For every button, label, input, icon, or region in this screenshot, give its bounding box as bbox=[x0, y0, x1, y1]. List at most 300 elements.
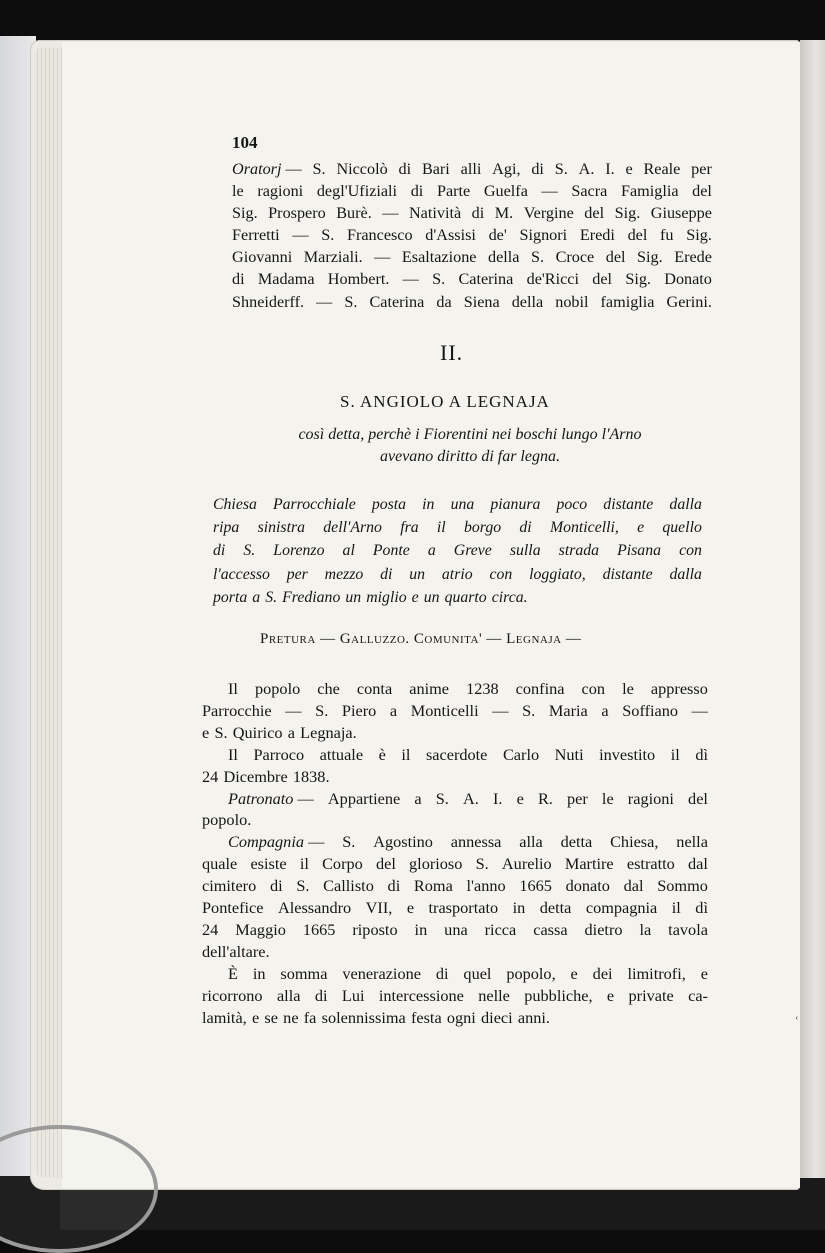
word: Bari bbox=[421, 160, 450, 178]
text-line bbox=[202, 809, 708, 831]
word: a bbox=[414, 788, 422, 808]
word: le bbox=[601, 788, 614, 808]
word: mezzo bbox=[324, 565, 364, 583]
word: Esaltazione bbox=[401, 248, 477, 267]
word: S. bbox=[321, 226, 335, 245]
word: in bbox=[414, 919, 428, 939]
word: limitrofi, bbox=[627, 963, 686, 983]
word: A. bbox=[463, 788, 479, 808]
word: quale bbox=[202, 854, 238, 874]
word: 24 bbox=[202, 919, 219, 939]
text-line bbox=[213, 516, 702, 539]
word: Roma bbox=[413, 876, 453, 896]
word: di bbox=[232, 270, 245, 289]
word: ogni bbox=[446, 1007, 476, 1027]
line-text bbox=[308, 831, 708, 853]
word: Lui bbox=[341, 985, 365, 1005]
word: il bbox=[401, 744, 411, 764]
word: Frediano bbox=[282, 588, 341, 606]
word: da bbox=[436, 292, 452, 311]
word: festa bbox=[410, 1007, 442, 1027]
word: Gerini. bbox=[666, 292, 712, 311]
word: che bbox=[317, 679, 340, 698]
word: A. bbox=[578, 160, 595, 178]
word: Parrocchiale bbox=[272, 496, 356, 513]
line-text bbox=[286, 158, 712, 180]
word: Giovanni bbox=[232, 248, 293, 267]
word: di bbox=[435, 963, 449, 983]
word: Famiglia bbox=[620, 182, 679, 201]
line-text bbox=[298, 788, 708, 810]
word: Sig. bbox=[686, 226, 712, 245]
word: Madama bbox=[257, 270, 315, 289]
epithet-line: avevano diritto di far legna. bbox=[380, 448, 560, 465]
word: S. bbox=[530, 248, 545, 267]
word: S. bbox=[522, 700, 536, 720]
word: e bbox=[411, 588, 419, 606]
word: la bbox=[639, 919, 652, 939]
background-sheet-right bbox=[800, 40, 825, 1190]
word: estratto bbox=[626, 854, 675, 874]
word: 1665 bbox=[302, 919, 336, 939]
word: 1838. bbox=[292, 766, 330, 786]
word: — bbox=[492, 700, 509, 720]
word: 1665 bbox=[519, 876, 552, 896]
word: sulla bbox=[509, 542, 541, 560]
word: Francesco bbox=[346, 226, 413, 245]
word: — bbox=[285, 160, 302, 178]
text-line bbox=[202, 788, 708, 810]
page-number: 104 bbox=[232, 133, 258, 152]
text-line bbox=[202, 700, 708, 722]
word: cassa bbox=[533, 919, 568, 939]
word: del bbox=[584, 204, 605, 223]
section-number: II. bbox=[440, 340, 464, 365]
word: quello bbox=[662, 519, 702, 537]
word: Giuseppe bbox=[650, 204, 712, 223]
section-title: S. ANGIOLO A LEGNAJA bbox=[340, 392, 550, 411]
word: e bbox=[625, 160, 633, 178]
text-line bbox=[202, 875, 708, 897]
word: del bbox=[592, 270, 613, 289]
word: S. bbox=[435, 788, 449, 808]
word: di bbox=[398, 160, 412, 178]
patronato-label: Patronato bbox=[228, 788, 294, 808]
word: e bbox=[251, 1007, 260, 1027]
word: distante bbox=[603, 496, 654, 513]
word: con bbox=[679, 542, 702, 560]
word: il bbox=[670, 744, 680, 764]
word: ripa bbox=[213, 519, 240, 537]
word: annessa bbox=[450, 832, 502, 852]
text-line bbox=[232, 180, 712, 202]
word: in bbox=[252, 963, 266, 983]
text-line bbox=[213, 563, 702, 586]
word: dal bbox=[623, 876, 644, 896]
word: con bbox=[581, 679, 606, 698]
word: — bbox=[402, 270, 419, 289]
word: di bbox=[531, 160, 544, 178]
word: quarto bbox=[444, 588, 487, 606]
word: Parroco bbox=[253, 744, 305, 764]
text-line bbox=[202, 919, 708, 941]
word: nelle bbox=[478, 985, 510, 1005]
word: Croce bbox=[555, 248, 595, 267]
word: miglio bbox=[366, 588, 407, 606]
word: le bbox=[232, 182, 244, 201]
word: glorioso bbox=[409, 854, 463, 874]
word: pubbliche, bbox=[524, 985, 593, 1005]
word: Burè. bbox=[336, 204, 372, 223]
word: al bbox=[342, 542, 355, 560]
word: Sacra bbox=[571, 182, 608, 201]
text-line bbox=[202, 941, 708, 963]
word: di bbox=[519, 519, 532, 537]
text-line bbox=[232, 291, 712, 313]
word: quel bbox=[463, 963, 492, 983]
word: compagnia bbox=[585, 898, 658, 918]
word: nobil bbox=[555, 292, 589, 311]
word: Martire bbox=[564, 854, 614, 874]
word: anime bbox=[409, 679, 450, 698]
word: di bbox=[314, 985, 328, 1005]
text-line bbox=[202, 985, 708, 1007]
word: nella bbox=[676, 832, 708, 852]
word: dell'altare. bbox=[202, 941, 270, 961]
word: Pontefice bbox=[202, 898, 264, 918]
word: tavola bbox=[668, 919, 708, 939]
word: Sig. bbox=[614, 204, 641, 223]
text-line bbox=[202, 722, 708, 744]
word: trasportato bbox=[428, 898, 499, 918]
text-line bbox=[202, 766, 708, 788]
word: dal bbox=[687, 854, 708, 874]
word: il bbox=[299, 854, 309, 874]
word: — bbox=[382, 204, 399, 223]
word: ne bbox=[283, 1007, 299, 1027]
word: a bbox=[389, 700, 398, 720]
word: per bbox=[567, 788, 588, 808]
word: Erede bbox=[674, 248, 712, 267]
epithet-line: così detta, perchè i Fiorentini nei boschi lungo l'Arno bbox=[298, 426, 642, 443]
word: del bbox=[605, 248, 626, 267]
text-line bbox=[202, 831, 708, 853]
body-text bbox=[202, 678, 708, 1029]
word: un bbox=[409, 565, 426, 583]
word: Callisto bbox=[323, 876, 374, 896]
word: Legnaja. bbox=[300, 722, 357, 742]
word: e bbox=[570, 963, 578, 983]
word: — bbox=[374, 248, 391, 267]
word: esiste bbox=[250, 854, 287, 874]
word: Pisana bbox=[617, 542, 662, 560]
word: S. bbox=[315, 700, 329, 720]
word: loggiato, bbox=[529, 565, 586, 583]
text-line bbox=[202, 853, 708, 875]
word: 1238 bbox=[466, 679, 499, 698]
word: Agi, bbox=[492, 160, 521, 178]
word: e bbox=[406, 898, 415, 918]
word: posta bbox=[371, 496, 407, 513]
word: È bbox=[228, 963, 238, 983]
word: riposto bbox=[352, 919, 398, 939]
word: della bbox=[511, 292, 544, 311]
word: e bbox=[606, 985, 615, 1005]
word: S. bbox=[296, 876, 310, 896]
text-line bbox=[232, 224, 712, 246]
word: de'Ricci bbox=[526, 270, 579, 289]
word: detta bbox=[560, 832, 593, 852]
word: — bbox=[292, 226, 309, 245]
word: S. bbox=[342, 832, 356, 852]
word: dì bbox=[695, 744, 708, 764]
word: — bbox=[285, 700, 302, 720]
word: Appartiene bbox=[327, 788, 401, 808]
word: degl'Ufiziali bbox=[316, 182, 398, 201]
word: a bbox=[287, 722, 295, 742]
oratori-label: Oratorj bbox=[232, 160, 282, 178]
word: Prospero bbox=[268, 204, 326, 223]
word: Marziali. bbox=[303, 248, 363, 267]
word: circa. bbox=[491, 588, 528, 606]
word: Quirico bbox=[232, 722, 283, 742]
word: Caterina bbox=[458, 270, 514, 289]
word: Hombert. bbox=[327, 270, 390, 289]
section-epithet bbox=[250, 424, 690, 468]
text-line bbox=[232, 202, 712, 224]
text-line bbox=[232, 268, 712, 290]
word: — bbox=[691, 700, 708, 720]
word: Ferretti bbox=[232, 226, 280, 245]
word: S. bbox=[265, 588, 278, 606]
word: del bbox=[692, 182, 712, 201]
word: Chiesa, bbox=[610, 832, 659, 852]
word: cimitero bbox=[202, 876, 257, 896]
word: dell'Arno bbox=[323, 519, 382, 537]
word: poco bbox=[556, 496, 588, 513]
word: Agostino bbox=[373, 832, 433, 852]
word: Caterina bbox=[369, 292, 425, 311]
word: donato bbox=[565, 876, 610, 896]
word: Siena bbox=[463, 292, 500, 311]
word: Sommo bbox=[657, 876, 708, 896]
word: Vergine bbox=[523, 204, 574, 223]
word: della bbox=[488, 248, 520, 267]
word: S. bbox=[312, 160, 326, 178]
word: di bbox=[410, 182, 424, 201]
word: Il bbox=[228, 744, 238, 764]
word: le bbox=[622, 679, 634, 698]
word: ricca bbox=[484, 919, 517, 939]
word: Corpo bbox=[322, 854, 363, 874]
word: Sig. bbox=[232, 204, 258, 223]
word: attuale bbox=[319, 744, 364, 764]
text-line bbox=[213, 493, 702, 516]
word: a bbox=[601, 700, 609, 720]
word: VII, bbox=[365, 898, 393, 918]
text-line bbox=[232, 246, 712, 268]
word: Greve bbox=[453, 542, 492, 560]
pretura-line: Pretura — Galluzzo. Comunita' — Legnaja — bbox=[260, 631, 582, 647]
word: atrio bbox=[441, 565, 473, 583]
word: S. bbox=[475, 854, 489, 874]
compagnia-label: Compagnia bbox=[228, 832, 304, 852]
word: fra bbox=[400, 519, 419, 537]
word: ca- bbox=[688, 985, 708, 1005]
word: private bbox=[628, 985, 674, 1005]
word: per bbox=[286, 565, 308, 583]
word: Ponte bbox=[372, 542, 410, 560]
text-line bbox=[213, 539, 702, 562]
word: 24 bbox=[202, 766, 219, 786]
word: il bbox=[671, 898, 681, 918]
word: Monticelli bbox=[410, 700, 479, 720]
word: ricorrono bbox=[202, 985, 263, 1005]
word: del bbox=[375, 854, 396, 874]
word: Alessandro bbox=[277, 898, 352, 918]
word: d'Assisi bbox=[425, 226, 476, 245]
word: Guelfa bbox=[483, 182, 528, 201]
word: un bbox=[423, 588, 440, 606]
word: porta bbox=[213, 588, 248, 606]
margin-marks: ʿ bbox=[794, 1015, 800, 1032]
word: Soffiano bbox=[622, 700, 679, 720]
word: S. bbox=[432, 270, 446, 289]
text-line bbox=[232, 158, 712, 180]
word: Monticelli, bbox=[549, 519, 619, 537]
word: Niccolò bbox=[336, 160, 388, 178]
word: de' bbox=[488, 226, 507, 245]
word: — bbox=[541, 182, 558, 201]
word: alla bbox=[276, 985, 301, 1005]
word: di bbox=[471, 204, 485, 223]
church-description bbox=[213, 493, 702, 609]
word: pianura bbox=[490, 496, 541, 513]
word: di bbox=[213, 542, 226, 560]
word: l'accesso bbox=[213, 565, 270, 583]
word: e bbox=[516, 788, 524, 808]
word: sinistra bbox=[257, 519, 306, 537]
word: Eredi bbox=[579, 226, 615, 245]
word: appresso bbox=[650, 679, 708, 698]
word: per bbox=[691, 160, 712, 178]
word: del bbox=[627, 226, 648, 245]
word: l'anno bbox=[466, 876, 506, 896]
word: famiglia bbox=[600, 292, 655, 311]
word: fu bbox=[660, 226, 674, 245]
word: Maggio bbox=[235, 919, 286, 939]
word: Aurelio bbox=[501, 854, 552, 874]
word: popolo, bbox=[506, 963, 556, 983]
word: Maria bbox=[548, 700, 588, 720]
word: S. bbox=[243, 542, 256, 560]
word: somma bbox=[280, 963, 328, 983]
word: in bbox=[512, 898, 526, 918]
word: S. bbox=[554, 160, 568, 178]
word: Reale bbox=[643, 160, 681, 178]
word: e bbox=[202, 722, 210, 742]
word: di bbox=[380, 565, 393, 583]
word: S. bbox=[214, 722, 228, 742]
word: Parte bbox=[436, 182, 471, 201]
word: venerazione bbox=[342, 963, 421, 983]
word: I. bbox=[605, 160, 615, 178]
word: detta bbox=[539, 898, 572, 918]
text-line bbox=[202, 963, 708, 985]
word: a bbox=[252, 588, 261, 606]
word: I. bbox=[492, 788, 503, 808]
word: una bbox=[450, 496, 475, 513]
word: a bbox=[427, 542, 436, 560]
word: fa bbox=[303, 1007, 317, 1027]
word: Carlo bbox=[502, 744, 540, 764]
word: un bbox=[345, 588, 362, 606]
word: e bbox=[637, 519, 645, 537]
text-line bbox=[202, 1007, 708, 1029]
text-line bbox=[202, 897, 708, 919]
word: ragioni bbox=[257, 182, 304, 201]
word: distante bbox=[602, 565, 653, 583]
text-line bbox=[213, 586, 702, 609]
word: Signori bbox=[519, 226, 568, 245]
word: Parrocchie bbox=[202, 700, 272, 720]
word: popolo. bbox=[202, 810, 252, 830]
word: Sig. bbox=[637, 248, 663, 267]
word: Chiesa bbox=[213, 496, 257, 513]
word: dieci bbox=[481, 1007, 513, 1027]
word: di bbox=[387, 876, 401, 896]
word: con bbox=[489, 565, 513, 583]
word: Dicembre bbox=[223, 766, 288, 786]
word: Donato bbox=[664, 270, 712, 289]
word: del bbox=[688, 788, 708, 808]
word: Natività bbox=[408, 204, 462, 223]
text-line bbox=[202, 744, 708, 766]
word: strada bbox=[558, 542, 600, 560]
word: Sig. bbox=[625, 270, 651, 289]
word: investito bbox=[599, 744, 656, 764]
word: Lorenzo bbox=[273, 542, 325, 560]
word: Il bbox=[228, 679, 238, 698]
word: e bbox=[700, 963, 708, 983]
word: borgo bbox=[463, 519, 502, 537]
word: Shneiderff. bbox=[232, 292, 305, 311]
word: dei bbox=[592, 963, 613, 983]
word: in bbox=[422, 496, 435, 513]
word: il bbox=[436, 519, 446, 537]
word: se bbox=[264, 1007, 278, 1027]
word: popolo bbox=[255, 679, 301, 698]
word: dietro bbox=[584, 919, 623, 939]
word: — bbox=[316, 292, 333, 311]
word: di bbox=[269, 876, 283, 896]
word: R. bbox=[537, 788, 553, 808]
word: alla bbox=[519, 832, 543, 852]
word: ragioni bbox=[627, 788, 674, 808]
word: conta bbox=[356, 679, 393, 698]
word: intercessione bbox=[378, 985, 464, 1005]
word: è bbox=[378, 744, 386, 764]
word: lamità, bbox=[202, 1007, 247, 1027]
word: Piero bbox=[341, 700, 377, 720]
word: anni. bbox=[517, 1007, 550, 1027]
word: — bbox=[297, 788, 314, 808]
text-line bbox=[202, 678, 708, 700]
oratori-paragraph bbox=[232, 158, 712, 313]
word: una bbox=[444, 919, 468, 939]
word: confina bbox=[515, 679, 565, 698]
word: alli bbox=[460, 160, 482, 178]
